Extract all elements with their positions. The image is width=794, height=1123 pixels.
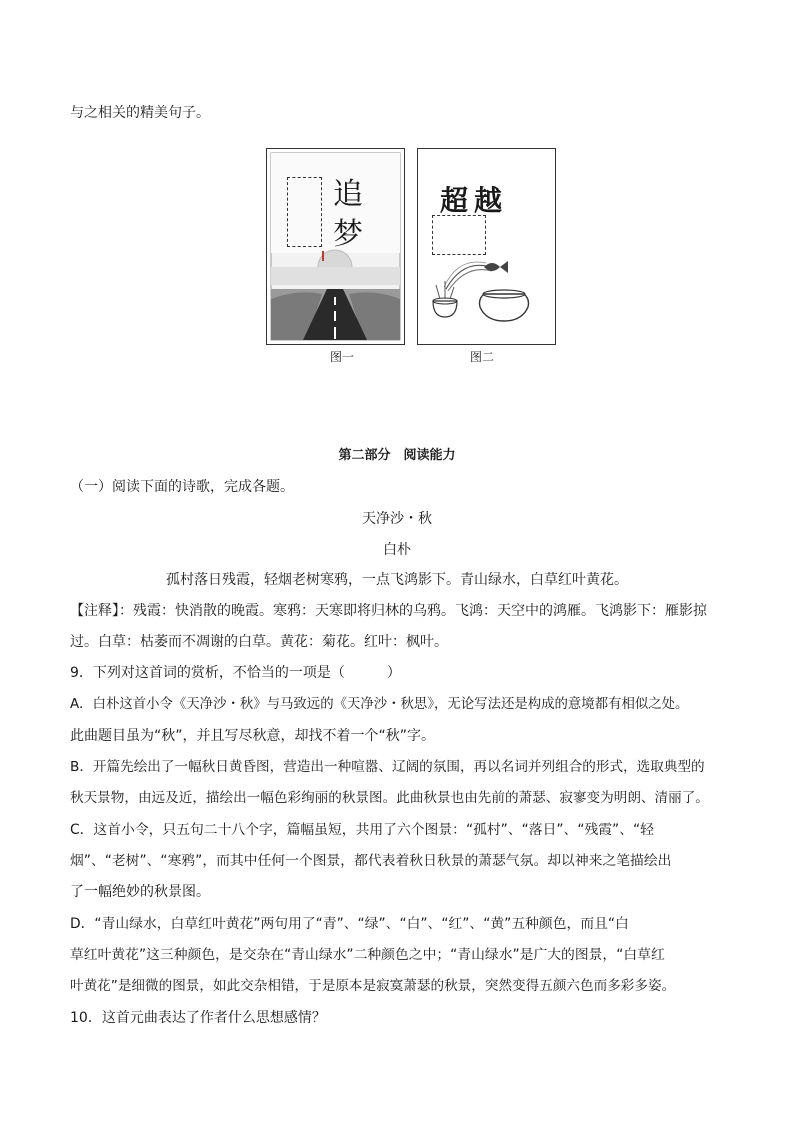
option-a-line-1: A．白朴这首小令《天净沙・秋》与马致远的《天净沙・秋思》，无论写法还是构成的意境都有相似之处。	[70, 697, 689, 712]
figure-one-caption: 图一	[329, 350, 354, 364]
section-instruction: （一）阅读下面的诗歌，完成各题。	[70, 479, 294, 495]
option-c-line-2: 烟”、“老树”、“寒鸦”，而其中任何一个图景，都代表着秋日秋景的萧瑟气氛。却以神来之笔描绘出	[70, 853, 672, 869]
figure-two-title: 超越	[440, 184, 509, 217]
figure-one	[266, 148, 405, 345]
option-d-line-2: 草红叶黄花”这三种颜色，是交杂在“青山绿水”二种颜色之中；“青山绿水”是广大的图景，“白草红	[70, 947, 665, 963]
poem-text: 孤村落日残霞，轻烟老树寒鸦，一点飞鸿影下。青山绿水，白草红叶黄花。	[166, 572, 628, 588]
figure-one-title-char-2: 梦	[333, 217, 363, 252]
option-b-line-1: B．开篇先绘出了一幅秋日黄昏图，营造出一种喧嚣、辽阔的氛围，再以名词并列组合的形式，选取典型的	[70, 759, 705, 775]
figure-one-title-char-1: 追	[333, 177, 363, 212]
poem-author: 白朴	[383, 542, 411, 558]
figure-two-blank-box	[432, 215, 486, 255]
section-heading: 第二部分 阅读能力	[338, 448, 456, 463]
option-d-line-1: D．“青山绿水，白草红叶黄花”两句用了“青”、“绿”、“白”、“红”、“黄”五种颜色，而且“白	[70, 916, 629, 932]
option-c-line-1: C．这首小令，只五句二十八个字，篇幅虽短，共用了六个图景：“孤村”、“落日”、“残霞”、“轻	[70, 822, 654, 838]
option-d-line-3: 叶黄花”是细微的图景，如此交杂相错，于是原本是寂寞萧瑟的秋景，突然变得五颜六色而多彩多姿。	[70, 978, 676, 994]
note-line-1: 【注释】：残霞：快消散的晚霞。寒鸦：天寒即将归林的乌鸦。飞鸿：天空中的鸿雁。飞鸿影下：雁影掠	[70, 603, 707, 619]
figure-two	[417, 148, 556, 345]
question-10-stem: 10．这首元曲表达了作者什么思想感情？	[70, 1010, 326, 1026]
option-b-line-2: 秋天景物，由远及近，描绘出一幅色彩绚丽的秋景图。此曲秋景也由先前的萧瑟、寂寥变为明朗、清丽了。	[70, 790, 709, 806]
poem-title: 天净沙・秋	[362, 511, 432, 527]
figure-two-caption: 图二	[469, 350, 494, 364]
intro-text: 与之相关的精美句子。	[70, 105, 210, 121]
figure-one-blank-box	[287, 177, 322, 247]
option-c-line-3: 了一幅绝妙的秋景图。	[70, 884, 210, 900]
question-9-stem: 9．下列对这首词的赏析，不恰当的一项是（ ）	[70, 665, 401, 681]
note-line-2: 过。白草：枯萎而不凋谢的白草。黄花：菊花。红叶：枫叶。	[70, 634, 448, 650]
option-a-line-2: 此曲题目虽为“秋”，并且写尽秋意，却找不着一个“秋”字。	[70, 728, 436, 744]
